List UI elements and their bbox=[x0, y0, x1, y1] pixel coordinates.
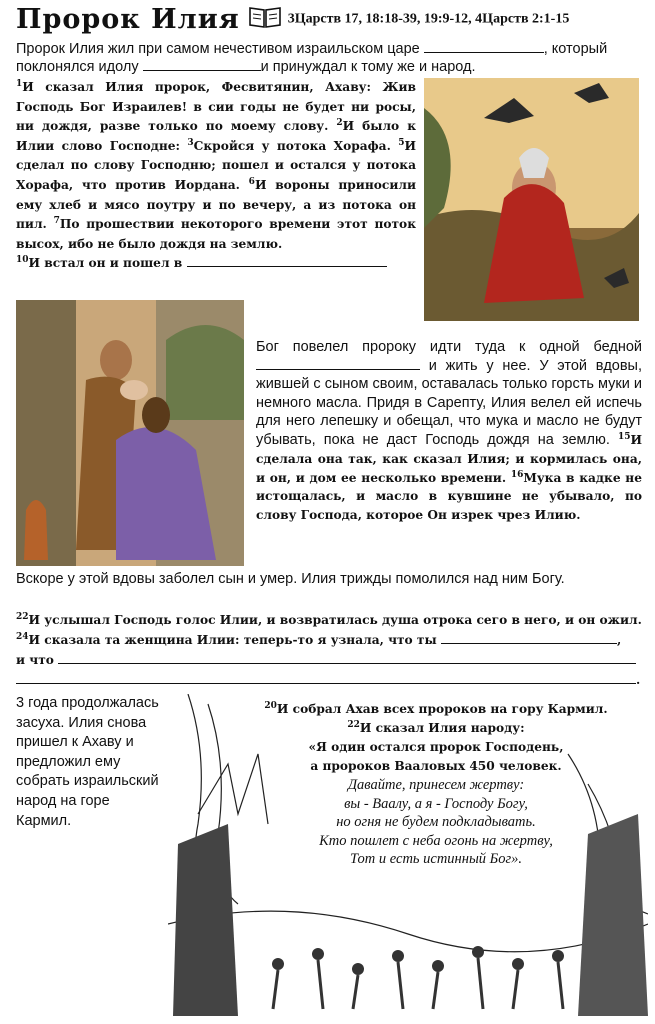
verse-number: 20 bbox=[264, 700, 277, 711]
elijah-ravens-illustration bbox=[424, 78, 639, 321]
verse-text: И услышал Господь голос Илии, и возвратилась душа отрока сего в него, и он ожил. bbox=[28, 613, 642, 627]
widow-son-illustration bbox=[16, 300, 244, 566]
verse-text: И сказала та женщина Илии: теперь-то я узнала, что ты bbox=[28, 633, 437, 647]
fill-in-blank-line-2[interactable] bbox=[16, 671, 636, 684]
verse-text: И сделал по слову Господню; пошел и остался у потока Хорафа, что против Иордана. bbox=[16, 138, 416, 192]
carmel-italic-4: Кто пошлет с неба огонь на жертву, bbox=[319, 832, 553, 849]
carmel-verse-20 bbox=[236, 700, 636, 719]
intro-text-3: и принуждал к тому же и народ. bbox=[260, 59, 476, 75]
verse-text: Скройся у потока Хорафа. bbox=[193, 138, 391, 153]
verse-number: 15 bbox=[617, 431, 631, 442]
verse-text: И было к Илии слово Господне: bbox=[16, 119, 416, 153]
verse-number: 24 bbox=[16, 631, 29, 642]
and-that-text: и что bbox=[16, 653, 54, 667]
widow-story-block bbox=[256, 338, 642, 525]
carmel-scripture bbox=[236, 700, 636, 869]
intro-text-2: который поклонялся идолу bbox=[16, 41, 608, 75]
widow-text-2: и жить у нее. У этой вдовы, жившей с сыном своим, оставалась только горсть муки и немного масла. Придя в Сарепту, Илия велел ей испечь для него лепешку и обещал, что мука и масло не будут убывать, пока не даст Господь дождя на землю. bbox=[256, 357, 643, 448]
carmel-quote-1: «Я один остался пророк Господень, bbox=[308, 740, 564, 754]
verse-number: 16 bbox=[510, 469, 524, 480]
scripture-references: 3Царств 17, 18:18-39, 19:9-12, 4Царств 2:1-15 bbox=[287, 11, 570, 27]
fill-in-blank-king[interactable] bbox=[424, 40, 544, 53]
verse-text: И собрал Ахав всех пророков на гору Кармил. bbox=[276, 702, 608, 716]
verse-number: 22 bbox=[347, 719, 360, 730]
carmel-italic-2: вы - Ваалу, а я - Господу Богу, bbox=[344, 795, 528, 812]
verse-number: 1 bbox=[16, 78, 23, 89]
son-healing-text bbox=[16, 570, 644, 588]
fill-in-blank-idol[interactable] bbox=[143, 58, 261, 71]
verse-number: 3 bbox=[187, 137, 194, 148]
verse-number: 5 bbox=[398, 137, 405, 148]
verse-text: По прошествии некоторого времени этот поток высох, ибо не было дождя на землю. bbox=[16, 217, 416, 251]
open-book-icon bbox=[248, 5, 282, 34]
widow-text-1: Бог повелел пророку идти туда к одной бедной bbox=[256, 339, 642, 355]
page-title: Пророк Илия bbox=[16, 4, 240, 35]
verse-text: И сказал Илия народу: bbox=[359, 721, 525, 735]
carmel-italic-1: Давайте, принесем жертву: bbox=[347, 777, 525, 793]
verse-text: И встал он и пошел в bbox=[28, 256, 183, 271]
fill-in-blank-place[interactable] bbox=[187, 254, 387, 267]
widow-text-3: Вскоре у этой вдовы заболел сын и умер. Илия трижды помолился над ним Богу. bbox=[16, 571, 565, 587]
verse-text: И сказал Илия пророк, Фесвитянин, Ахаву: Жив Господь Бог Израилев! в сии годы не будет ни росы, ни дождя, разве только по моему слову. bbox=[16, 80, 416, 134]
verse-text: Мука в кадке не истощалась, и масло в кувшине не убывало, по слову Господа, которое Он изрек чрез Илию. bbox=[256, 470, 642, 523]
carmel-italic-5: Тот и есть истинный Бог». bbox=[350, 851, 522, 868]
drought-text: 3 года продолжалась засуха. Илия снова пришел к Ахаву и предложил ему собрать израильский народ на горе Кармил. bbox=[16, 695, 159, 829]
carmel-italic-3: но огня не будем подкладывать. bbox=[336, 814, 536, 831]
verse-number: 2 bbox=[336, 118, 343, 129]
fill-in-blank-man-of-god[interactable] bbox=[441, 631, 617, 644]
verse-text: И вороны приносили ему хлеб и мясо поутру и по вечеру, а из потока он пил. bbox=[16, 177, 416, 232]
verse-number: 10 bbox=[16, 255, 29, 266]
scripture-block-2: $^{22}$И услышал Господь голос Илии, и возвратилась душа отрока сего в него, и он ожил. $^{24}$И сказала та женщина Илии: теперь-то я узнала, что ты , и что . bbox=[16, 611, 642, 687]
fill-in-blank-word-of-lord[interactable] bbox=[58, 651, 636, 664]
carmel-quote-2: а пророков Вааловых 450 человек. bbox=[310, 759, 562, 773]
verse-number: 6 bbox=[248, 176, 255, 187]
verse-number: 22 bbox=[16, 611, 29, 622]
intro-text-1: Пророк Илия жил при самом нечестивом израильском царе bbox=[16, 41, 420, 57]
verse-text: И сделала она так, как сказал Илия; и кормилась она, и он, и дом ее несколько времени. bbox=[256, 432, 642, 485]
title-row bbox=[16, 4, 646, 38]
carmel-verse-22 bbox=[236, 719, 636, 738]
fill-in-blank-town[interactable] bbox=[256, 357, 420, 370]
scripture-block-1 bbox=[16, 78, 416, 274]
verse-number: 7 bbox=[53, 216, 60, 227]
intro-paragraph: Пророк Илия жил при самом нечестивом израильском царе , который поклонялся идолу и принуждал к тому же и народ. bbox=[16, 41, 608, 75]
